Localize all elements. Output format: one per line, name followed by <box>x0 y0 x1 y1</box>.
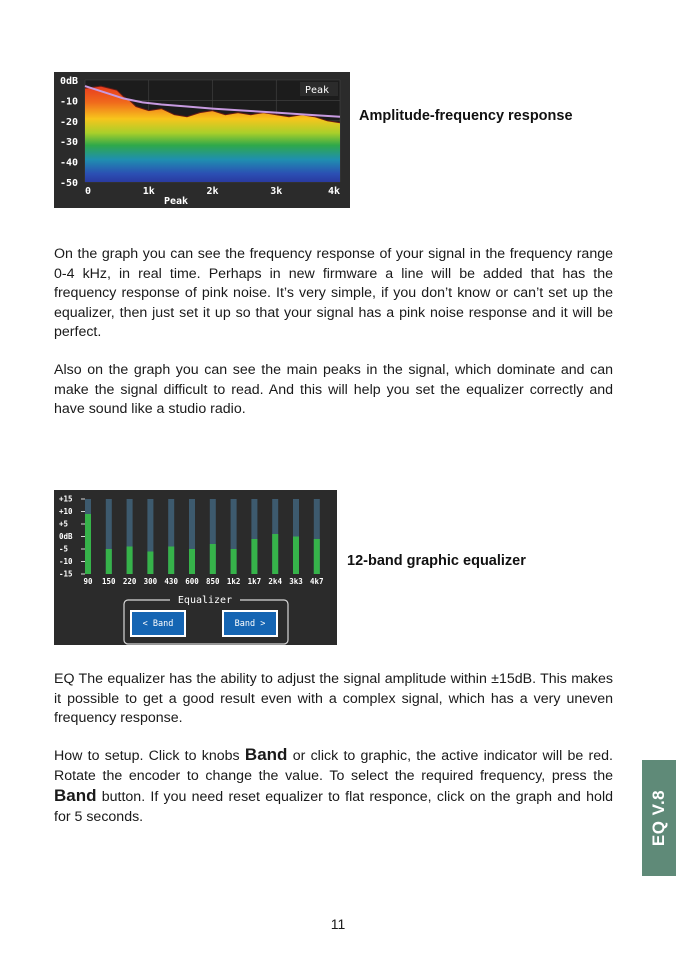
y-tick-label: -20 <box>60 116 79 128</box>
setup-text-b: or click to graphic, the active indicator will be red. Rotate the encoder to change the value. To select the required frequency, press the <box>54 748 613 784</box>
equalizer-panel-title: Equalizer <box>177 595 233 606</box>
eq-band-level-4k7[interactable] <box>314 539 320 574</box>
eq-band-label: 150 <box>102 577 116 586</box>
eq-band-label: 2k4 <box>268 577 282 586</box>
section-side-tab <box>642 760 676 876</box>
eq-band-label: 220 <box>122 577 137 586</box>
y-tick-label: -40 <box>60 157 79 169</box>
peak-label-bottom: Peak <box>164 196 189 207</box>
eq-y-tick-label: +10 <box>59 507 73 516</box>
amplitude-frequency-graph <box>54 72 350 208</box>
eq-band-label: 90 <box>83 577 93 586</box>
x-tick-label: 4k <box>327 186 340 197</box>
eq-band-level-2k4[interactable] <box>272 534 278 574</box>
peak-label-top: Peak <box>305 85 330 96</box>
y-tick-label: -10 <box>60 96 79 108</box>
setup-text-c: button. If you need reset equalizer to flat responce, click on the graph and hold for 5 seconds. <box>54 789 613 825</box>
band-keyword-2: Band <box>54 786 97 805</box>
y-tick-label: -30 <box>60 137 79 149</box>
eq-band-level-300[interactable] <box>147 552 153 575</box>
equalizer-bar-chart[interactable] <box>54 490 337 645</box>
eq-y-tick-label: -5 <box>59 544 69 554</box>
eq-y-tick-label: +5 <box>59 519 69 529</box>
band-keyword-1: Band <box>244 745 288 764</box>
eq-band-level-1k7[interactable] <box>251 539 257 574</box>
eq-band-level-1k2[interactable] <box>231 549 237 574</box>
eq-band-level-600[interactable] <box>189 549 195 574</box>
graphic-equalizer-screen <box>54 490 337 645</box>
eq-band-level-3k3[interactable] <box>293 537 299 575</box>
x-tick-label: 3k <box>270 186 283 197</box>
eq-band-label: 1k7 <box>247 577 262 586</box>
eq-band-level-430[interactable] <box>168 547 174 575</box>
eq-band-label: 1k2 <box>226 577 241 586</box>
y-tick-label: -50 <box>60 178 79 189</box>
eq-band-label: 300 <box>143 577 158 586</box>
x-tick-label: 1k <box>142 186 155 197</box>
y-tick-label: 0dB <box>60 76 79 87</box>
setup-text-a: How to setup. Click to knobs <box>54 748 245 764</box>
x-tick-label: 0 <box>85 186 92 197</box>
prev-band-button[interactable] <box>130 610 186 637</box>
eq-band-label: 600 <box>185 577 199 586</box>
figure2-caption: 12-band graphic equalizer <box>347 553 526 569</box>
eq-band-label: 430 <box>164 577 178 586</box>
eq-y-tick-label: -15 <box>59 569 73 579</box>
prev-band-label: < Band <box>142 619 174 629</box>
eq-band-label: 4k7 <box>310 577 324 586</box>
paragraph-peaks: Also on the graph you can see the main peaks in the signal, which dominate and can make the signal difficult to read. And this will help you set the equalizer correctly and have sound like a studio radio. <box>54 362 613 417</box>
section-side-tab-label: EQ V.8 <box>649 789 668 847</box>
paragraph-pink-noise: On the graph you can see the frequency response of your signal in the frequency range 0-4 kHz, in real time. Perhaps in new firmware a line will be added that has the frequency response of pink noise. It’s very simple, if you don’t know or can’t set up the equalizer, then just set it up so that your signal has a pink noise response and it will be perfect. <box>54 246 613 340</box>
eq-y-tick-label: +15 <box>59 494 73 504</box>
figure1-caption: Amplitude-frequency response <box>359 108 573 124</box>
eq-band-label: 3k3 <box>289 577 303 586</box>
next-band-label: Band > <box>234 619 266 629</box>
eq-band-level-850[interactable] <box>210 544 216 574</box>
paragraph-eq-range: EQ The equalizer has the ability to adjust the signal amplitude within ±15dB. This makes it possible to get a good result even with a complex signal, which has a very uneven frequency response. <box>54 671 613 726</box>
eq-band-label: 850 <box>206 577 220 586</box>
eq-band-level-150[interactable] <box>106 549 112 574</box>
eq-y-tick-label: 0dB <box>59 532 73 541</box>
paragraph-how-to-setup <box>54 745 613 827</box>
eq-band-level-220[interactable] <box>127 547 133 575</box>
amplitude-frequency-chart <box>54 72 350 208</box>
page-number: 11 <box>330 916 346 932</box>
next-band-button[interactable] <box>222 610 278 637</box>
eq-y-tick-label: -10 <box>59 557 73 566</box>
x-tick-label: 2k <box>206 186 219 197</box>
eq-band-level-90[interactable] <box>85 514 91 574</box>
